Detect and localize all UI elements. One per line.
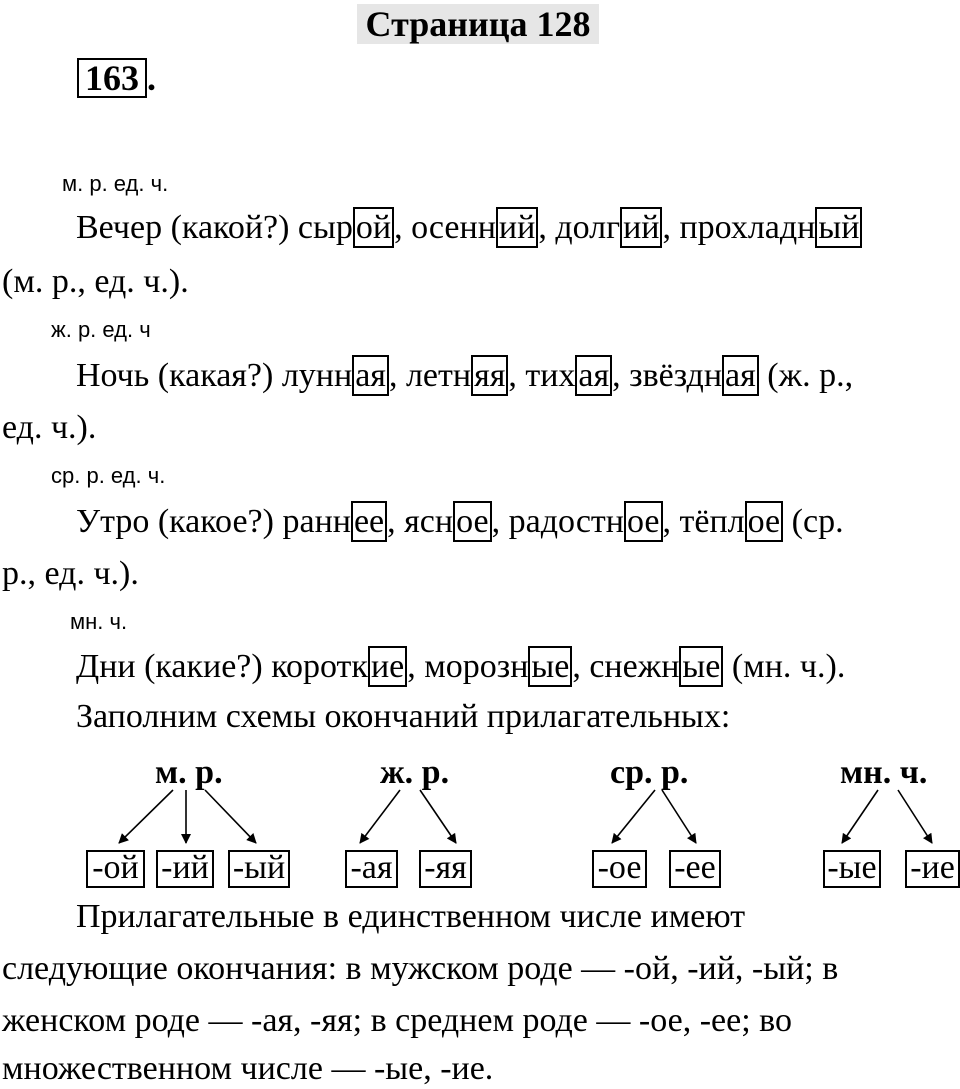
ending-yaya: -яя (419, 850, 472, 888)
ending-ye: -ые (823, 850, 881, 888)
ending-iy: -ий (156, 850, 214, 888)
text-fragment: Ночь (какая?) лунн (76, 357, 353, 394)
text-fragment: Утро (какое?) ранн (76, 503, 351, 540)
text-fragment: , летн (388, 357, 472, 394)
text-fragment: Дни (какие?) коротк (76, 648, 368, 685)
ending-ie: -ие (905, 850, 960, 888)
text-fragment: , долг (538, 209, 621, 246)
boxed-ending: ая (722, 355, 759, 396)
arrow (612, 790, 655, 843)
boxed-ending: ой (353, 207, 394, 248)
conclusion-line-2: следующие окончания: в мужском роде — -ой, -ий, -ый; в (2, 950, 839, 987)
arrow (360, 790, 400, 843)
boxed-ending: ий (620, 207, 662, 248)
boxed-ending: ее (351, 501, 387, 542)
ending-ee: -ее (669, 850, 721, 888)
text-fragment: (мн. ч.). (723, 648, 846, 685)
text-fragment: , осенн (394, 209, 496, 246)
boxed-ending: ый (815, 207, 862, 248)
text-fragment: , радостн (491, 503, 624, 540)
ending-aya: -ая (345, 850, 398, 888)
boxed-ending: ое (745, 501, 784, 542)
text-fragment: , морозн (407, 648, 529, 685)
boxed-ending: ая (575, 355, 612, 396)
page-title: Страница 128 (357, 4, 599, 44)
arrow (205, 790, 256, 843)
text-fragment: (ж. р., (758, 357, 854, 394)
text-fragment: , снежн (572, 648, 680, 685)
boxed-ending: ое (624, 501, 663, 542)
conclusion-line-1: Прилагательные в единственном числе имеют (76, 898, 746, 935)
sentence-neuter-continuation: р., ед. ч.). (2, 555, 139, 592)
text-fragment: , тёпл (662, 503, 745, 540)
boxed-ending: ий (496, 207, 538, 248)
boxed-ending: яя (471, 355, 508, 396)
ending-oe: -ое (592, 850, 647, 888)
boxed-ending: ые (528, 646, 572, 687)
gram-label-masculine: м. р. ед. ч. (62, 171, 169, 196)
exercise-number-box: 163 (77, 58, 147, 98)
text-fragment: , ясн (387, 503, 454, 540)
scheme-head-masculine: м. р. (155, 754, 223, 791)
arrow (119, 790, 173, 843)
ending-yy: -ый (228, 850, 290, 888)
text-fragment: Вечер (какой?) сыр (76, 209, 353, 246)
boxed-ending: ая (352, 355, 389, 396)
scheme-head-neuter: ср. р. (610, 754, 689, 791)
gram-label-neuter: ср. р. ед. ч. (51, 463, 166, 488)
conclusion-line-3: женском роде — -ая, -яя; в среднем роде — -ое, -ее; во (2, 1002, 792, 1039)
exercise-number-dot: . (147, 58, 156, 98)
scheme-head-feminine: ж. р. (380, 754, 450, 791)
sentence-masculine-continuation: (м. р., ед. ч.). (2, 263, 189, 300)
arrow (898, 790, 932, 843)
boxed-ending: ые (679, 646, 723, 687)
ending-oy: -ой (86, 850, 145, 888)
arrow (662, 790, 696, 843)
arrow (842, 790, 878, 843)
conclusion-line-4: множественном числе — -ые, -ие. (2, 1050, 494, 1087)
text-fragment: , тих (508, 357, 576, 394)
arrow (420, 790, 456, 843)
text-fragment: , прохладн (662, 209, 816, 246)
boxed-ending: ое (453, 501, 492, 542)
boxed-ending: ие (368, 646, 407, 687)
gram-label-plural: мн. ч. (70, 609, 128, 634)
scheme-head-plural: мн. ч. (840, 754, 928, 791)
sentence-feminine-continuation: ед. ч.). (2, 409, 97, 446)
scheme-intro: Заполним схемы окончаний прилагательных: (76, 698, 731, 735)
text-fragment: , звёздн (612, 357, 723, 394)
text-fragment: (ср. (783, 503, 844, 540)
gram-label-feminine: ж. р. ед. ч (51, 317, 151, 342)
